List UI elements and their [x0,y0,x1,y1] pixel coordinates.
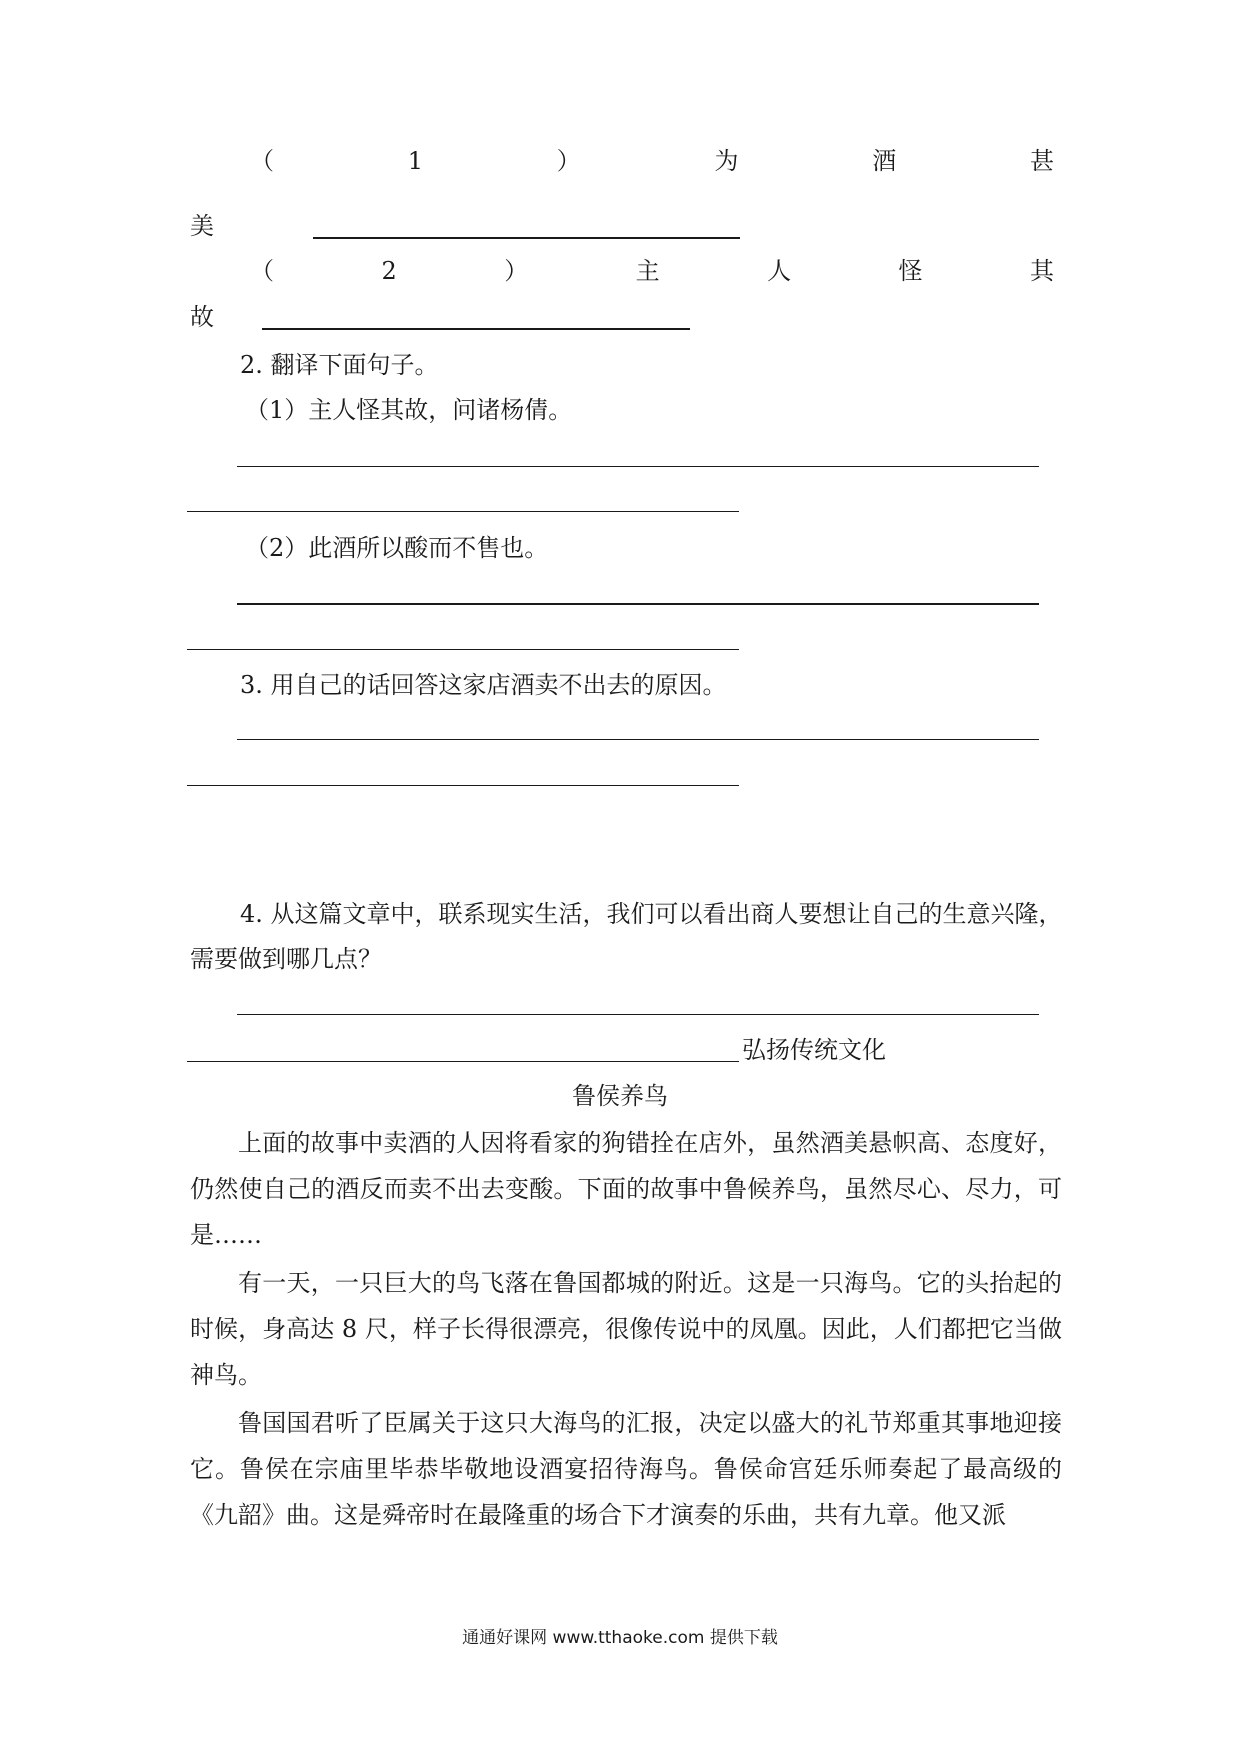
q1-item1-char: ） [556,147,581,175]
q4-answer-line-1[interactable] [237,1014,1039,1015]
passage-paragraph-1: 上面的故事中卖酒的人因将看家的狗错拴在店外，虽然酒美悬帜高、态度好，仍然使自己的酒反而卖不出去变酸。下面的故事中鲁候养鸟，虽然尽心、尽力，可是…… [190,1129,1062,1249]
q3-answer-line-1[interactable] [237,739,1039,740]
q3-answer-line-2[interactable] [187,785,739,786]
story-title: 鲁侯养鸟 [572,1082,668,1110]
q1-item2-char: 其 [1030,257,1054,285]
q1-item2-line [250,256,1054,286]
footer-download-note: 通通好课网 www.tthaoke.com 提供下载 [462,1628,778,1648]
q1-item1-char: 1 [407,147,424,175]
q1-item2-char: ） [504,257,529,285]
section-label: 弘扬传统文化 [742,1036,886,1064]
passage-paragraph-2: 有一天，一只巨大的鸟飞落在鲁国都城的附近。这是一只海鸟。它的头抬起的时候，身高达 8 尺，样子长得很漂亮，很像传说中的凤凰。因此，人们都把它当做神鸟。 [190,1269,1062,1389]
q2-s1-answer-line-1[interactable] [237,466,1039,467]
q2-sentence-2: （2）此酒所以酸而不售也。 [245,534,549,562]
q1-item1-char: 酒 [872,147,897,175]
q4-answer-line-2[interactable] [187,1061,739,1062]
q1-item2-char: 2 [381,257,397,285]
q2-s2-answer-line-1[interactable] [237,603,1039,605]
q4-text-line-2: 需要做到哪几点？ [190,945,382,973]
passage-paragraph-3: 鲁国国君听了臣属关于这只大海鸟的汇报，决定以盛大的礼节郑重其事地迎接它。鲁侯在宗庙里毕恭毕敬地设酒宴招待海鸟。鲁侯命宫廷乐师奏起了最高级的《九韶》曲。这是舜帝时在最隆重的场合下才演奏的乐曲，共有九章。他又派 [190,1409,1062,1529]
q2-s1-answer-line-2[interactable] [187,511,739,512]
q1-item2-char: 怪 [898,257,923,285]
q4-text-line-1: 4. 从这篇文章中，联系现实生活，我们可以看出商人要想让自己的生意兴隆， [240,900,1063,928]
q1-item1-answer-line[interactable] [313,237,740,239]
q1-item1-char: 甚 [1029,147,1054,175]
q3-title: 3. 用自己的话回答这家店酒卖不出去的原因。 [240,671,727,699]
q1-item2-answer-line[interactable] [262,328,690,330]
q1-item2-char: 主 [635,257,660,285]
q2-title: 2. 翻译下面句子。 [240,351,439,379]
q1-item1-char: 为 [714,147,739,175]
q2-s2-answer-line-2[interactable] [187,649,739,650]
q1-item1-char: （ [250,147,274,175]
q2-sentence-1: （1）主人怪其故，问诸杨倩。 [245,396,573,424]
q1-item1-tail: 美 [190,212,214,240]
q1-item2-tail: 故 [190,303,214,331]
q1-item2-char: （ [250,257,274,285]
q1-item2-char: 人 [767,257,792,285]
q1-item1-line [250,146,1054,176]
